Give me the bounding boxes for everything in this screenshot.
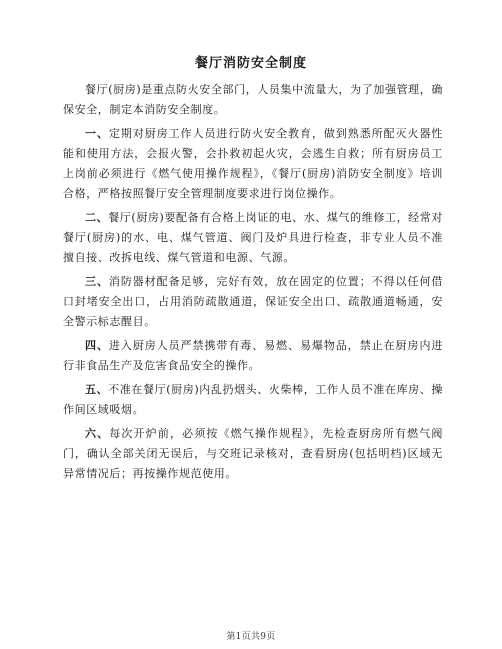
paragraph-item-3 — [63, 272, 443, 332]
paragraph-text: 餐厅(厨房)是重点防火安全部门，人员集中流量大，为了加强管理，确保安全，制定本消防安全制度。 — [63, 83, 443, 116]
paragraph-item-5 — [63, 380, 443, 420]
paragraph-text: 定期对厨房工作人员进行防火安全教育，做到熟悉所配灭火器性能和使用方法，会报火警，会扑救初起火灾，会逃生自救；所有厨房员工上岗前必须进行《燃气使用操作规程》，《餐厅(厨房)消防安全制度》培训合格，严格按照餐厅安全管理制度要求进行岗位操作。 — [63, 127, 443, 200]
paragraph-text: 每次开炉前，必须按《燃气操作规程》，先检查厨房所有燃气阀门，确认全部关闭无误后，与交班记录核对，查看厨房(包括明档)区域无异常情况后；再按操作规范使用。 — [63, 427, 443, 480]
document-title: 餐厅消防安全制度 — [194, 56, 307, 71]
paragraph-item-2 — [63, 208, 443, 268]
page-number: 第1页共9页 — [226, 632, 276, 642]
paragraph-text: 消防器材配备足够，完好有效，放在固定的位置；不得以任何借口封堵安全出口，占用消防疏散通道，保证安全出口、疏散通道畅通，安全警示标志醒目。 — [63, 275, 443, 328]
paragraph-text: 不准在餐厅(厨房)内乱扔烟头、火柴棒，工作人员不准在库房、操作间区域吸烟。 — [63, 383, 443, 416]
paragraph-item-1 — [63, 124, 443, 204]
paragraph-lead: 六、 — [85, 427, 110, 440]
paragraph-lead: 四、 — [85, 339, 109, 352]
paragraph-text: 餐厅(厨房)要配备有合格上岗证的电、水、煤气的维修工，经常对餐厅(厨房)的水、电、煤气管道、阀门及炉具进行检查，非专业人员不准擅自接、改拆电线、煤气管道和电源、气源。 — [63, 211, 443, 264]
paragraph-lead: 三、 — [85, 275, 109, 288]
paragraph-lead: 一、 — [85, 127, 109, 140]
paragraph-item-6 — [63, 424, 443, 484]
paragraph-intro — [63, 80, 443, 120]
paragraph-lead: 二、 — [85, 211, 109, 224]
paragraph-text: 进入厨房人员严禁携带有毒、易燃、易爆物品，禁止在厨房内进行非食品生产及危害食品安全的操作。 — [63, 339, 443, 372]
paragraph-item-4 — [63, 336, 443, 376]
document-body — [63, 80, 443, 488]
paragraph-lead: 五、 — [85, 383, 109, 396]
